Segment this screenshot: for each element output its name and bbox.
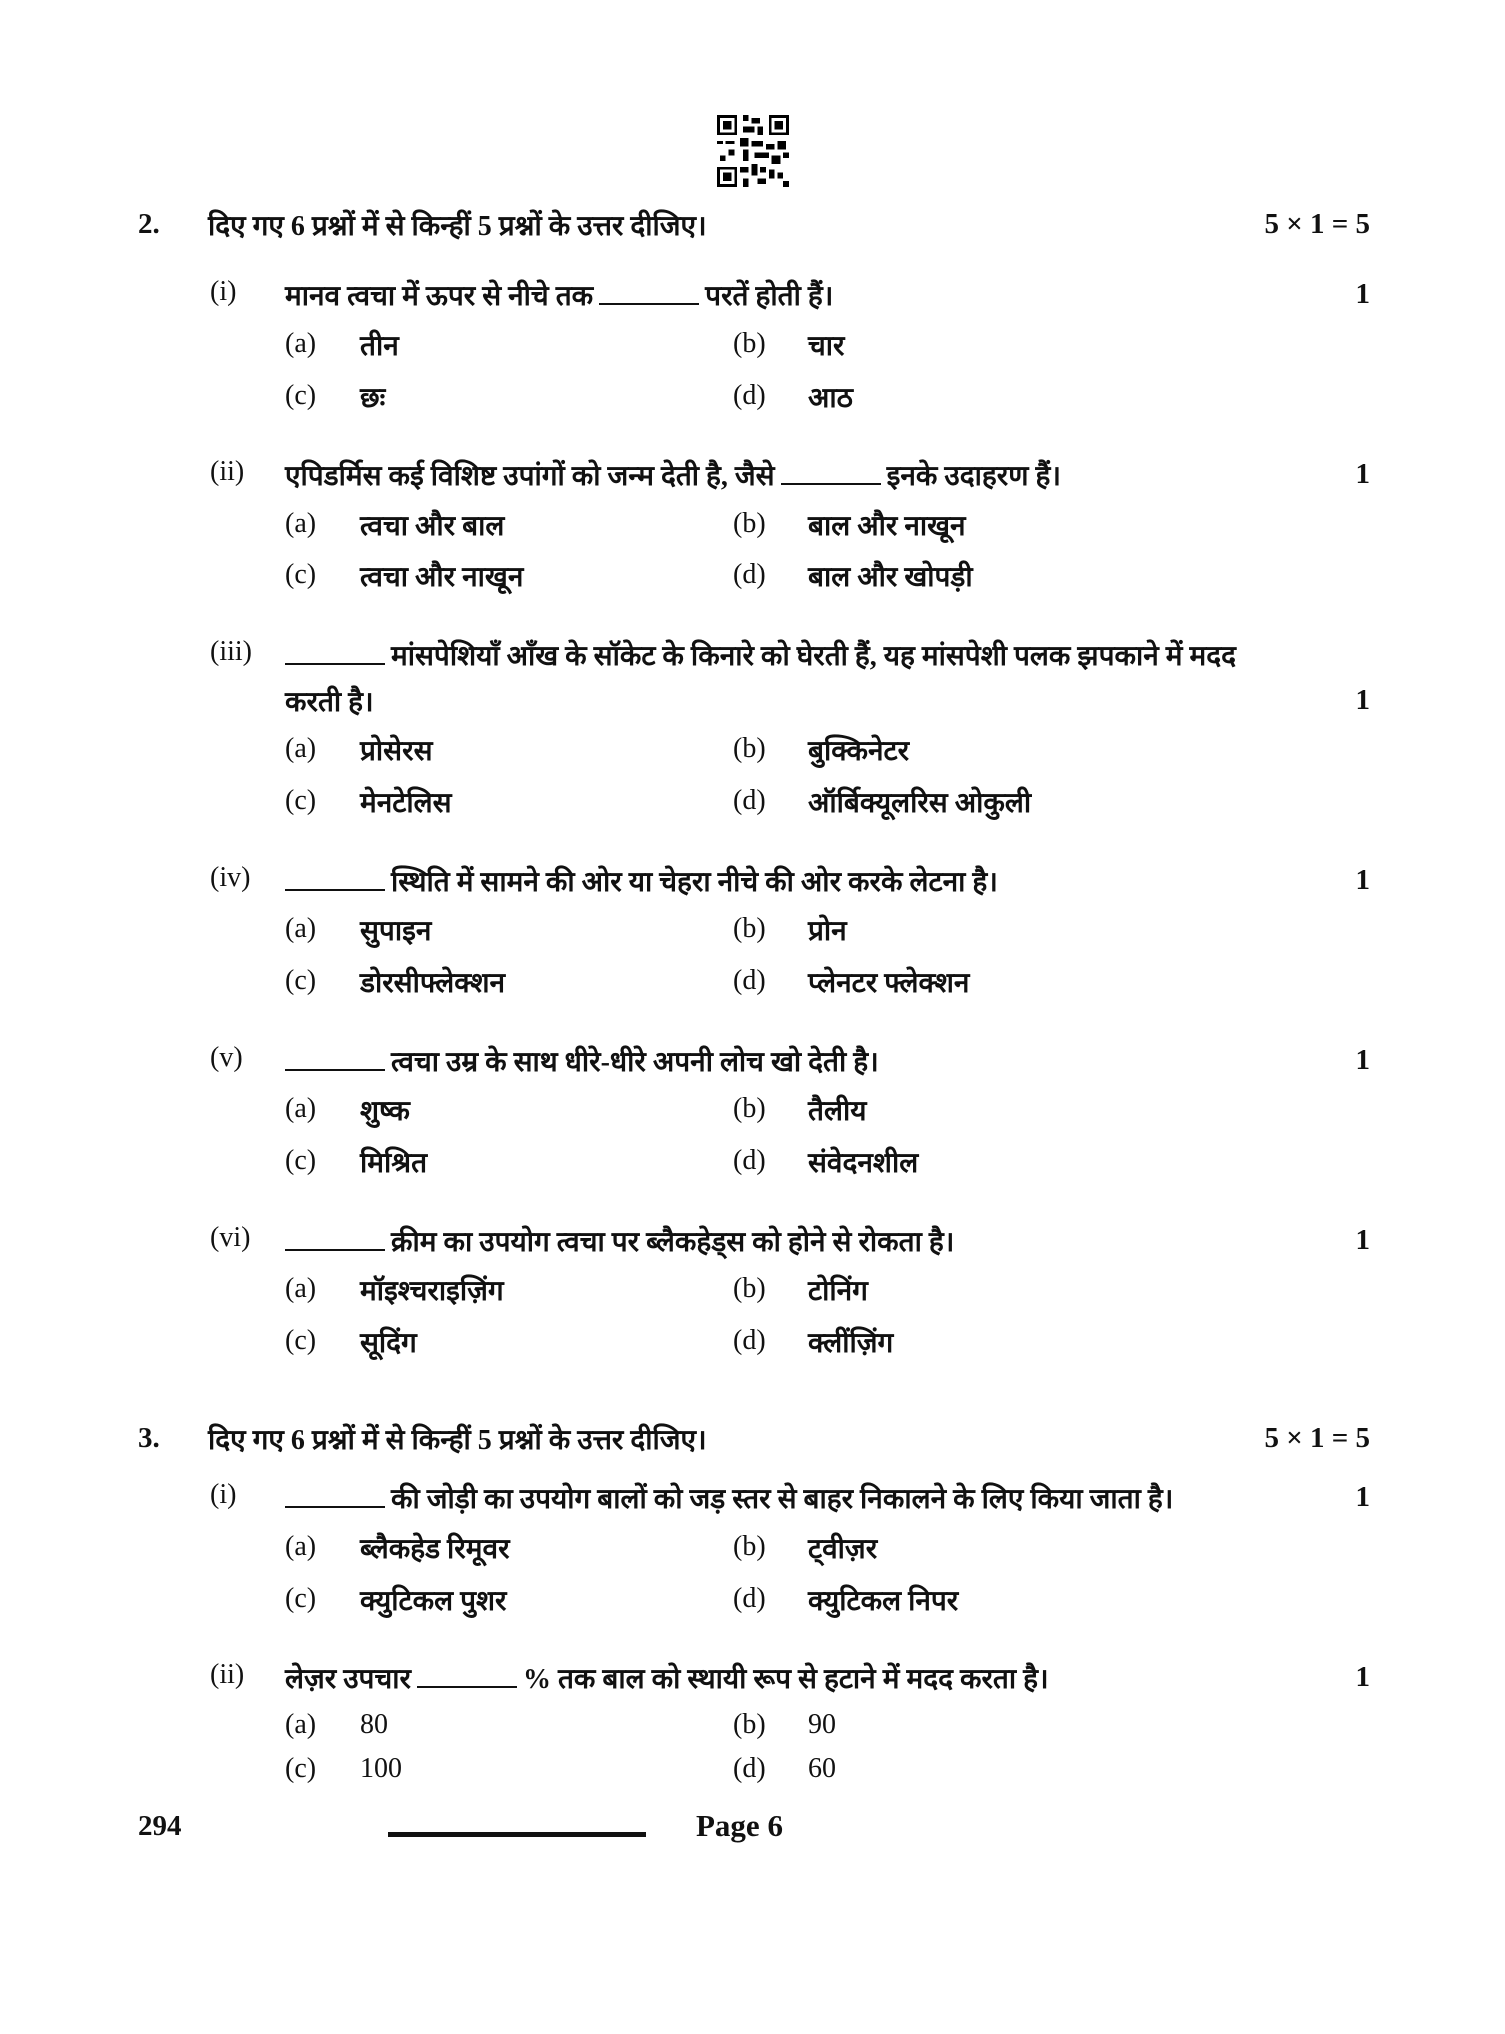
option-label: (d) <box>733 1145 766 1176</box>
option-text: त्वचा और बाल <box>360 511 505 542</box>
option-label: (c) <box>285 1753 317 1784</box>
option-label: (b) <box>733 1273 766 1304</box>
option-label: (c) <box>285 785 317 816</box>
option-label: (a) <box>285 1531 317 1562</box>
option-label: (c) <box>285 1325 317 1356</box>
option-text: टोनिंग <box>808 1276 868 1307</box>
option-label: (a) <box>285 508 317 539</box>
question-marks: 1 <box>1355 684 1370 716</box>
section-marks: 5 × 1 = 5 <box>1264 208 1370 240</box>
answer-blank <box>285 1505 385 1508</box>
option-label: (a) <box>285 733 317 764</box>
option-text: क्युटिकल निपर <box>808 1586 959 1617</box>
option-label: (d) <box>733 965 766 996</box>
question-label: (i) <box>210 1479 237 1510</box>
answer-blank <box>599 302 699 305</box>
option-label: (c) <box>285 380 317 411</box>
option-label: (c) <box>285 1145 317 1176</box>
question-label: (ii) <box>210 1659 245 1690</box>
option-label: (b) <box>733 508 766 539</box>
option-text: क्युटिकल पुशर <box>360 1586 507 1617</box>
question-marks: 1 <box>1355 1224 1370 1256</box>
option-label: (b) <box>733 733 766 764</box>
option-text: सुपाइन <box>360 916 432 947</box>
option-text: 90 <box>808 1709 836 1740</box>
option-text: ट्वीज़र <box>808 1534 878 1565</box>
option-text: तैलीय <box>808 1096 867 1127</box>
option-label: (a) <box>285 1093 317 1124</box>
option-label: (d) <box>733 1753 766 1784</box>
option-text: बाल और खोपड़ी <box>808 562 973 593</box>
option-text: चार <box>808 331 845 362</box>
answer-blank <box>781 482 881 485</box>
option-text: मेनटेलिस <box>360 788 452 819</box>
section-number: 3. <box>138 1422 160 1454</box>
option-label: (a) <box>285 913 317 944</box>
option-text: प्लेनटर फ्लेक्शन <box>808 968 970 999</box>
section-marks: 5 × 1 = 5 <box>1264 1422 1370 1454</box>
question-label: (i) <box>210 276 237 307</box>
option-label: (c) <box>285 965 317 996</box>
question-marks: 1 <box>1355 864 1370 896</box>
question-label: (vi) <box>210 1222 251 1253</box>
option-text: संवेदनशील <box>808 1148 919 1179</box>
option-text: क्लींज़िंग <box>808 1328 894 1359</box>
option-text: मॉइश्चराइज़िंग <box>360 1276 504 1307</box>
answer-blank <box>417 1685 517 1688</box>
question-marks: 1 <box>1355 1044 1370 1076</box>
option-label: (b) <box>733 328 766 359</box>
page-number: Page 6 <box>696 1808 783 1843</box>
option-text: बुक्किनेटर <box>808 736 910 767</box>
option-text: प्रोसेरस <box>360 736 433 767</box>
option-label: (a) <box>285 1273 317 1304</box>
option-label: (c) <box>285 1583 317 1614</box>
subject-code: 294 <box>138 1810 182 1842</box>
answer-blank <box>285 1068 385 1071</box>
option-label: (d) <box>733 559 766 590</box>
qr-code-icon <box>716 115 790 187</box>
section-instruction: दिए गए 6 प्रश्नों में से किन्हीं 5 प्रश्नों के उत्तर दीजिए। <box>208 1425 707 1456</box>
question-text-line2: करती है। <box>285 687 374 718</box>
section-instruction: दिए गए 6 प्रश्नों में से किन्हीं 5 प्रश्नों के उत्तर दीजिए। <box>208 211 707 242</box>
question-marks: 1 <box>1355 458 1370 490</box>
option-text: तीन <box>360 331 399 362</box>
option-label: (a) <box>285 328 317 359</box>
option-text: सूदिंग <box>360 1328 417 1359</box>
option-text: आठ <box>808 383 853 414</box>
option-text: शुष्क <box>360 1096 410 1127</box>
question-text: लेज़र उपचार % तक बाल को स्थायी रूप से हटाने में मदद करता है। <box>285 1664 1049 1695</box>
question-marks: 1 <box>1355 278 1370 310</box>
answer-blank <box>285 662 385 665</box>
question-label: (v) <box>210 1042 243 1073</box>
option-label: (d) <box>733 1583 766 1614</box>
option-text: 60 <box>808 1753 836 1784</box>
option-text: प्रोन <box>808 916 847 947</box>
option-text: बाल और नाखून <box>808 511 966 542</box>
question-label: (iv) <box>210 862 251 893</box>
option-text: त्वचा और नाखून <box>360 562 524 593</box>
question-marks: 1 <box>1355 1661 1370 1693</box>
option-label: (b) <box>733 1093 766 1124</box>
option-text: मिश्रित <box>360 1148 428 1179</box>
question-text: मानव त्वचा में ऊपर से नीचे तक परतें होती हैं। <box>285 281 834 312</box>
answer-blank <box>285 888 385 891</box>
question-marks: 1 <box>1355 1481 1370 1513</box>
option-text: छः <box>360 383 386 414</box>
option-text: 80 <box>360 1709 388 1740</box>
option-text: 100 <box>360 1753 402 1784</box>
footer-divider <box>388 1832 646 1837</box>
question-text: क्रीम का उपयोग त्वचा पर ब्लैकहेड्स को होने से रोकता है। <box>285 1222 954 1260</box>
question-text: स्थिति में सामने की ओर या चेहरा नीचे की ओर करके लेटना है। <box>285 862 998 900</box>
option-label: (b) <box>733 1531 766 1562</box>
question-text: त्वचा उम्र के साथ धीरे-धीरे अपनी लोच खो देती है। <box>285 1042 879 1080</box>
option-label: (d) <box>733 380 766 411</box>
section-number: 2. <box>138 208 160 240</box>
option-text: ब्लैकहेड रिमूवर <box>360 1534 510 1565</box>
option-text: ऑर्बिक्यूलरिस ओकुली <box>808 788 1032 819</box>
option-label: (b) <box>733 1709 766 1740</box>
question-text: की जोड़ी का उपयोग बालों को जड़ स्तर से बाहर निकालने के लिए किया जाता है। <box>285 1479 1173 1517</box>
option-label: (d) <box>733 785 766 816</box>
question-label: (ii) <box>210 456 245 487</box>
option-label: (b) <box>733 913 766 944</box>
question-label: (iii) <box>210 636 252 667</box>
question-text: एपिडर्मिस कई विशिष्ट उपांगों को जन्म देती है, जैसे इनके उदाहरण हैं। <box>285 461 1061 492</box>
option-label: (a) <box>285 1709 317 1740</box>
question-text: मांसपेशियाँ आँख के सॉकेट के किनारे को घेरती हैं, यह मांसपेशी पलक झपकाने में मदद <box>285 636 1236 674</box>
answer-blank <box>285 1248 385 1251</box>
option-text: डोरसीफ्लेक्शन <box>360 968 506 999</box>
option-label: (d) <box>733 1325 766 1356</box>
option-label: (c) <box>285 559 317 590</box>
